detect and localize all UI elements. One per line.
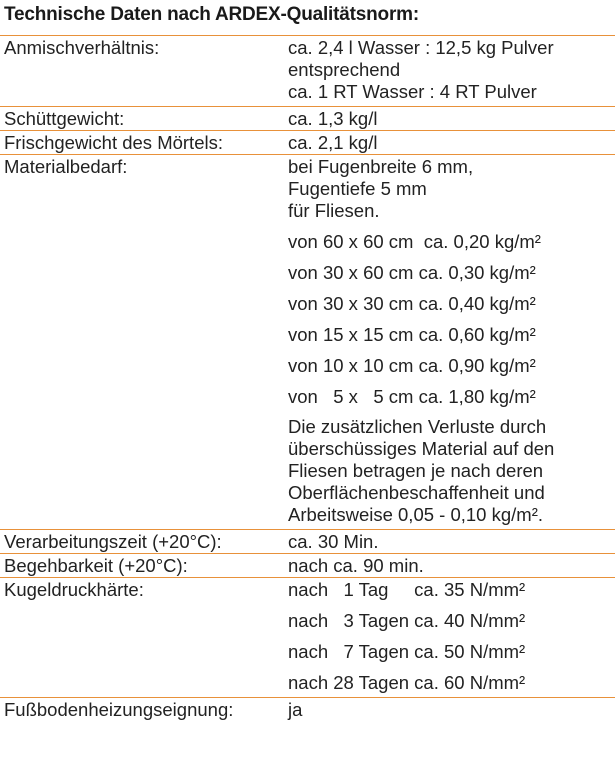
row-value bbox=[284, 155, 615, 529]
hardness-entry: nach 7 Tagen ca. 50 N/mm² bbox=[288, 641, 526, 662]
loss-note bbox=[288, 416, 615, 526]
row-label: Kugeldruckhärte: bbox=[4, 579, 144, 600]
row-label: Verarbeitungszeit (+20°C): bbox=[4, 531, 222, 552]
row-label: Schüttgewicht: bbox=[4, 108, 125, 129]
table-row-bulk-density bbox=[0, 107, 615, 131]
technical-data-table bbox=[0, 35, 615, 721]
row-value bbox=[284, 578, 615, 697]
row-value bbox=[284, 131, 615, 154]
value-line: nach ca. 90 min. bbox=[288, 555, 424, 576]
consumption-entry: von 30 x 60 cm ca. 0,30 kg/m² bbox=[288, 262, 536, 283]
row-value bbox=[284, 530, 615, 553]
note-line: Fliesen betragen je nach deren bbox=[288, 460, 544, 481]
note-line: Oberflächenbeschaffenheit und bbox=[288, 482, 545, 503]
row-value bbox=[284, 698, 615, 721]
consumption-entry: von 15 x 15 cm ca. 0,60 kg/m² bbox=[288, 324, 536, 345]
row-value bbox=[284, 554, 615, 577]
value-line: ca. 2,4 l Wasser : 12,5 kg Pulver bbox=[288, 37, 554, 58]
row-value bbox=[284, 36, 615, 106]
row-label: Fußbodenheizungseignung: bbox=[4, 699, 234, 720]
value-line: ca. 1,3 kg/l bbox=[288, 108, 378, 129]
hardness-entry: nach 3 Tagen ca. 40 N/mm² bbox=[288, 610, 526, 631]
hardness-entry: nach 1 Tag ca. 35 N/mm² bbox=[288, 579, 526, 600]
row-label: Materialbedarf: bbox=[4, 156, 128, 177]
hardness-entry: nach 28 Tagen ca. 60 N/mm² bbox=[288, 672, 526, 693]
table-row-working-time bbox=[0, 530, 615, 554]
consumption-entry: von 10 x 10 cm ca. 0,90 kg/m² bbox=[288, 355, 536, 376]
row-label: Begehbarkeit (+20°C): bbox=[4, 555, 188, 576]
row-value bbox=[284, 107, 615, 130]
consumption-entry: von 60 x 60 cm ca. 0,20 kg/m² bbox=[288, 231, 541, 252]
value-line: ja bbox=[288, 699, 303, 720]
consumption-entry: von 30 x 30 cm ca. 0,40 kg/m² bbox=[288, 293, 536, 314]
value-line: ca. 30 Min. bbox=[288, 531, 379, 552]
table-row-fresh-weight bbox=[0, 131, 615, 155]
value-line: für Fliesen. bbox=[288, 200, 380, 221]
note-line: Arbeitsweise 0,05 - 0,10 kg/m². bbox=[288, 504, 543, 525]
table-row-walkability bbox=[0, 554, 615, 578]
value-line: bei Fugenbreite 6 mm, bbox=[288, 156, 474, 177]
note-line: überschüssiges Material auf den bbox=[288, 438, 555, 459]
table-row-floor-heating bbox=[0, 698, 615, 721]
value-line: Fugentiefe 5 mm bbox=[288, 178, 427, 199]
value-line: entsprechend bbox=[288, 59, 401, 80]
value-line: ca. 2,1 kg/l bbox=[288, 132, 378, 153]
table-row-ball-pressure-hardness bbox=[0, 578, 615, 698]
table-row-mixing-ratio bbox=[0, 36, 615, 107]
row-label: Anmischverhältnis: bbox=[4, 37, 160, 58]
note-line: Die zusätzlichen Verluste durch bbox=[288, 416, 547, 437]
consumption-entry: von 5 x 5 cm ca. 1,80 kg/m² bbox=[288, 386, 536, 407]
row-label: Frischgewicht des Mörtels: bbox=[4, 132, 223, 153]
page-title: Technische Daten nach ARDEX-Qualitätsnorm: bbox=[4, 4, 419, 25]
table-row-material-requirement bbox=[0, 155, 615, 530]
value-line: ca. 1 RT Wasser : 4 RT Pulver bbox=[288, 81, 537, 102]
